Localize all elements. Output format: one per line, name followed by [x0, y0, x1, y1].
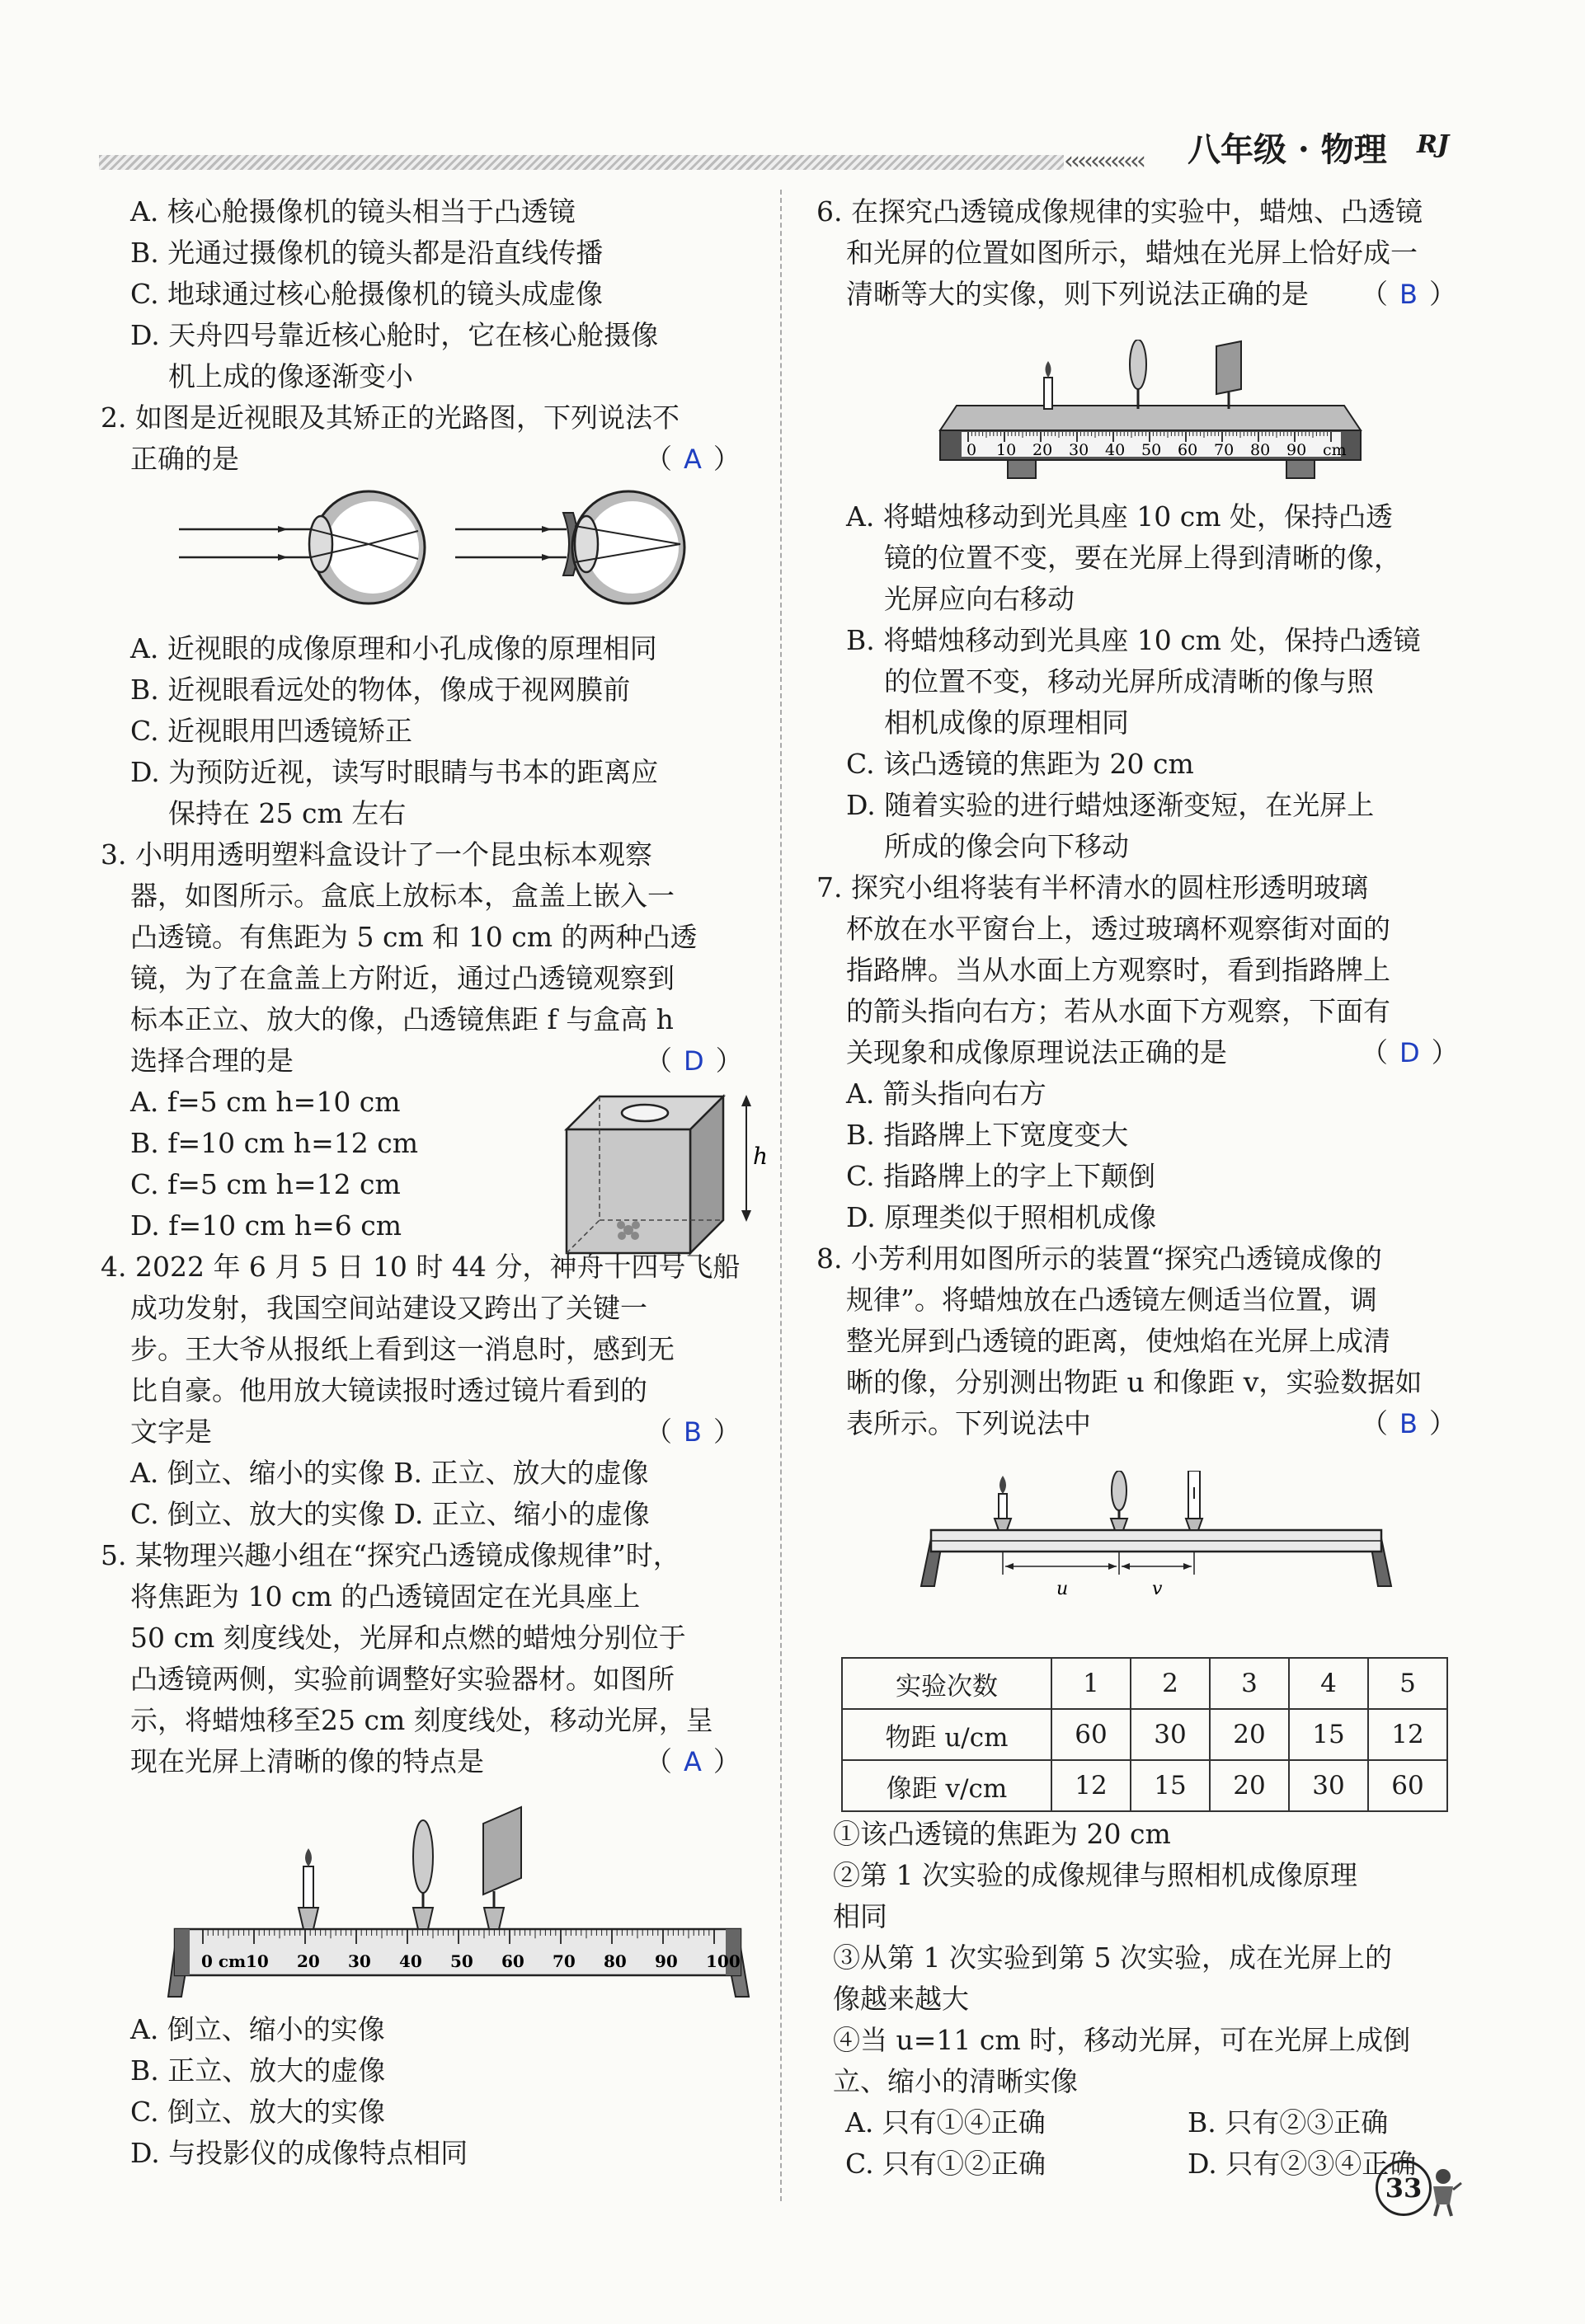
ruler-label: 60: [501, 1951, 524, 1971]
header-edition: RJ: [1417, 130, 1450, 159]
q6-option-a-1: A. 将蜡烛移动到光具座 10 cm 处，保持凸透: [846, 500, 1394, 533]
ruler-label: 30: [348, 1951, 371, 1971]
ruler-label: 50: [450, 1951, 473, 1971]
q5-stem-2: 将焦距为 10 cm 的凸透镜固定在光具座上: [130, 1580, 641, 1613]
q5-option-d: D. 与投影仪的成像特点相同: [130, 2137, 468, 2169]
q5-stem-3: 50 cm 刻度线处，光屏和点燃的蜡烛分别位于: [130, 1622, 686, 1654]
q4-stem-4: 比自豪。他用放大镜读报时透过镜片看到的: [130, 1374, 647, 1406]
table-cell: 15: [1131, 1760, 1210, 1811]
q4-stem-2: 成功发射，我国空间站建设又跨出了关键一: [130, 1292, 647, 1324]
table-row: [842, 1760, 1447, 1811]
ruler-label: 0 cm: [201, 1951, 247, 1971]
header-rule: [99, 155, 1064, 170]
q8-stem-1: 8. 小芳利用如图所示的装置“探究凸透镜成像的: [816, 1242, 1382, 1275]
q6-option-c: C. 该凸透镜的焦距为 20 cm: [846, 748, 1194, 780]
q4-stem-1: 4. 2022 年 6 月 5 日 10 时 44 分，神舟十四号飞船: [101, 1251, 741, 1283]
q4-stem-3: 步。王大爷从报纸上看到这一消息时，感到无: [130, 1333, 675, 1365]
q6-option-b-3: 相机成像的原理相同: [884, 707, 1129, 739]
q7-option-d: D. 原理类似于照相机成像: [846, 1201, 1157, 1233]
table-cell: 30: [1289, 1760, 1368, 1811]
q5-answer: （ A ）: [645, 1745, 741, 1777]
q3-option-b: B. f=10 cm h=12 cm: [130, 1127, 418, 1159]
q8-statement-2-cont: 相同: [833, 1900, 887, 1932]
q3-option-a: A. f=5 cm h=10 cm: [130, 1086, 401, 1118]
q6-option-b-2: 的位置不变，移动光屏所成清晰的像与照: [884, 665, 1374, 697]
q6-option-a-2: 镜的位置不变，要在光屏上得到清晰的像，: [884, 542, 1401, 574]
q3-stem-6: 选择合理的是: [130, 1045, 294, 1077]
table-row: [842, 1709, 1447, 1760]
table-cell: 20: [1210, 1709, 1289, 1760]
q3-stem-2: 器，如图所示。盒底上放标本，盒盖上嵌入一: [130, 880, 675, 912]
q8-option-a: A. 只有①④正确: [845, 2106, 1046, 2139]
q2-option-c: C. 近视眼用凹透镜矫正: [130, 715, 413, 747]
q5-option-a: A. 倒立、缩小的实像: [130, 2013, 385, 2045]
table-cell: 4: [1289, 1658, 1368, 1709]
q8-stem-2: 规律”。将蜡烛放在凸透镜左侧适当位置，调: [846, 1284, 1377, 1316]
mascot-icon: [1425, 2167, 1463, 2218]
q2-option-d: D. 为预防近视，读写时眼睛与书本的距离应: [130, 756, 659, 788]
ruler-label: 90: [655, 1951, 678, 1971]
table-cell: 60: [1368, 1760, 1447, 1811]
q4-options-ab: A. 倒立、缩小的实像 B. 正立、放大的虚像: [130, 1457, 649, 1489]
q8-optical-bench-figure: [919, 1471, 1398, 1623]
q8-statement-3-cont: 像越来越大: [833, 1983, 969, 2015]
q7-stem-3: 指路牌。当从水面上方观察时，看到指路牌上: [846, 954, 1390, 986]
q5-stem-4: 凸透镜两侧，实验前调整好实验器材。如图所: [130, 1663, 675, 1695]
q5-option-b: B. 正立、放大的虚像: [130, 2054, 386, 2087]
q7-stem-2: 杯放在水平窗台上，透过玻璃杯观察街对面的: [846, 913, 1390, 945]
table-cell: 像距 v/cm: [842, 1760, 1051, 1811]
q2-option-a: A. 近视眼的成像原理和小孔成像的原理相同: [130, 632, 657, 664]
q7-stem-4: 的箭头指向右方；若从水面下方观察，下面有: [846, 995, 1390, 1027]
q8-u-label: u: [1056, 1579, 1069, 1599]
q1-option-b: B. 光通过摄像机的镜头都是沿直线传播: [130, 237, 604, 269]
q2-myopia-figure: [179, 490, 707, 622]
q8-statement-4-cont: 立、缩小的清晰实像: [833, 2065, 1078, 2097]
table-cell: 3: [1210, 1658, 1289, 1709]
q8-option-c: C. 只有①②正确: [845, 2148, 1046, 2180]
ruler-label: 0: [967, 441, 977, 459]
q8-option-d: D. 只有②③④正确: [1188, 2148, 1417, 2180]
q3-box-h-label: h: [753, 1143, 769, 1170]
ruler-label: 80: [1250, 441, 1271, 459]
ruler-label: 60: [1178, 441, 1198, 459]
q1-option-d: D. 天舟四号靠近核心舱时，它在核心舱摄像: [130, 319, 659, 351]
table-row: [842, 1658, 1447, 1709]
table-cell: 实验次数: [842, 1658, 1051, 1709]
q2-option-d-cont: 保持在 25 cm 左右: [168, 797, 407, 829]
q5-stem-6: 现在光屏上清晰的像的特点是: [130, 1745, 484, 1777]
table-cell: 5: [1368, 1658, 1447, 1709]
ruler-label: 70: [553, 1951, 576, 1971]
q4-options-cd: C. 倒立、放大的实像 D. 正立、缩小的虚像: [130, 1498, 650, 1530]
ruler-label: 90: [1286, 441, 1307, 459]
ruler-label: 80: [604, 1951, 627, 1971]
q3-stem-5: 标本正立、放大的像，凸透镜焦距 f 与盒高 h: [130, 1003, 674, 1035]
q8-option-b: B. 只有②③正确: [1188, 2106, 1389, 2139]
q1-option-d-cont: 机上成的像逐渐变小: [168, 360, 413, 392]
q6-option-d-2: 所成的像会向下移动: [884, 830, 1129, 862]
table-cell: 12: [1051, 1760, 1131, 1811]
ruler-label: 50: [1141, 441, 1162, 459]
q1-option-a: A. 核心舱摄像机的镜头相当于凸透镜: [130, 195, 576, 228]
q6-option-d-1: D. 随着实验的进行蜡烛逐渐变短，在光屏上: [846, 789, 1375, 821]
header-title: 八年级 · 物理: [1188, 130, 1387, 169]
q7-option-a: A. 箭头指向右方: [846, 1077, 1046, 1110]
q8-answer: （ B ）: [1361, 1407, 1456, 1439]
table-cell: 2: [1131, 1658, 1210, 1709]
q3-box-figure: [558, 1088, 781, 1261]
table-cell: 物距 u/cm: [842, 1709, 1051, 1760]
q8-stem-5: 表所示。下列说法中: [846, 1407, 1091, 1439]
q5-optical-bench-figure: [167, 1799, 760, 2005]
q1-option-c: C. 地球通过核心舱摄像机的镜头成虚像: [130, 278, 604, 310]
ruler-label: 100: [706, 1951, 741, 1971]
table-cell: 60: [1051, 1709, 1131, 1760]
q7-answer: （ D ）: [1361, 1036, 1459, 1068]
q8-statement-2: ②第 1 次实验的成像规律与照相机成像原理: [833, 1859, 1357, 1891]
q6-optical-bench-figure: [932, 340, 1377, 488]
ruler-label: cm: [1323, 441, 1347, 459]
q8-stem-3: 整光屏到凸透镜的距离，使烛焰在光屏上成清: [846, 1325, 1390, 1357]
q6-stem-2: 和光屏的位置如图所示，蜡烛在光屏上恰好成一: [846, 237, 1418, 269]
q3-answer: （ D ）: [645, 1045, 743, 1077]
q5-stem-1: 5. 某物理兴趣小组在“探究凸透镜成像规律”时，: [101, 1539, 680, 1571]
table-cell: 20: [1210, 1760, 1289, 1811]
q6-answer: （ B ）: [1361, 278, 1456, 310]
q7-stem-5: 关现象和成像原理说法正确的是: [846, 1036, 1227, 1068]
table-cell: 30: [1131, 1709, 1210, 1760]
q8-v-label: v: [1152, 1579, 1163, 1599]
q3-stem-4: 镜，为了在盒盖上方附近，通过凸透镜观察到: [130, 962, 675, 994]
q7-option-b: B. 指路牌上下宽度变大: [846, 1119, 1129, 1151]
ruler-label: 70: [1214, 441, 1235, 459]
q6-stem-3: 清晰等大的实像，则下列说法正确的是: [846, 278, 1309, 310]
q3-stem-3: 凸透镜。有焦距为 5 cm 和 10 cm 的两种凸透: [130, 921, 698, 953]
ruler-label: 10: [246, 1951, 269, 1971]
ruler-label: 20: [297, 1951, 320, 1971]
q8-data-table: [841, 1657, 1448, 1812]
q7-option-c: C. 指路牌上的字上下颠倒: [846, 1160, 1156, 1192]
page-number: 33: [1376, 2160, 1432, 2216]
q6-option-b-1: B. 将蜡烛移动到光具座 10 cm 处，保持凸透镜: [846, 624, 1421, 656]
q5-stem-5: 示，将蜡烛移至25 cm 刻度线处，移动光屏，呈: [130, 1704, 713, 1736]
table-cell: 15: [1289, 1709, 1368, 1760]
q2-stem-1: 2. 如图是近视眼及其矫正的光路图，下列说法不: [101, 401, 680, 434]
ruler-label: 40: [1105, 441, 1126, 459]
q6-stem-1: 6. 在探究凸透镜成像规律的实验中，蜡烛、凸透镜: [816, 195, 1423, 228]
q2-answer: （ A ）: [645, 443, 741, 475]
header-chevrons: ‹‹‹‹‹‹‹‹‹‹‹‹: [1064, 147, 1143, 176]
ruler-label: 20: [1032, 441, 1053, 459]
table-cell: 1: [1051, 1658, 1131, 1709]
q4-stem-5: 文字是: [130, 1416, 212, 1448]
q3-stem-1: 3. 小明用透明塑料盒设计了一个昆虫标本观察: [101, 838, 652, 871]
q3-option-c: C. f=5 cm h=12 cm: [130, 1168, 401, 1200]
q2-stem-2: 正确的是: [130, 443, 239, 475]
q8-statement-4: ④当 u=11 cm 时，移动光屏，可在光屏上成倒: [833, 2024, 1411, 2056]
q6-option-a-3: 光屏应向右移动: [884, 583, 1075, 615]
ruler-label: 40: [399, 1951, 422, 1971]
q8-stem-4: 晰的像，分别测出物距 u 和像距 v，实验数据如: [846, 1366, 1423, 1398]
q5-option-c: C. 倒立、放大的实像: [130, 2096, 386, 2128]
q3-option-d: D. f=10 cm h=6 cm: [130, 1209, 402, 1242]
table-cell: 12: [1368, 1709, 1447, 1760]
q8-statement-3: ③从第 1 次实验到第 5 次实验，成在光屏上的: [833, 1941, 1392, 1974]
ruler-label: 10: [996, 441, 1017, 459]
ruler-label: 30: [1069, 441, 1089, 459]
q8-statement-1: ①该凸透镜的焦距为 20 cm: [833, 1818, 1171, 1850]
q7-stem-1: 7. 探究小组将装有半杯清水的圆柱形透明玻璃: [816, 871, 1368, 904]
q4-answer: （ B ）: [645, 1416, 741, 1448]
q2-option-b: B. 近视眼看远处的物体，像成于视网膜前: [130, 674, 631, 706]
